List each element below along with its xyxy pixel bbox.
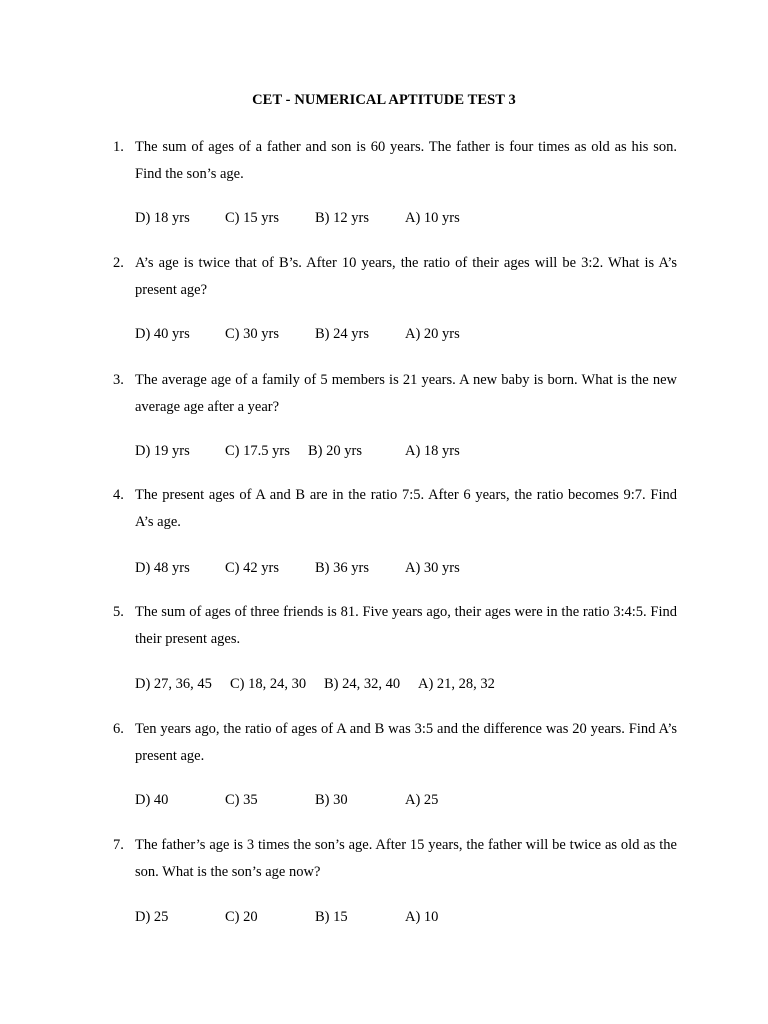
option-d: D) 40 yrs	[135, 326, 190, 342]
question-text: Ten years ago, the ratio of ages of A and B was 3:5 and the difference was 20 years. Find A’s present age.	[135, 721, 677, 764]
option-d: D) 25	[135, 909, 169, 925]
option-d: D) 40	[135, 792, 169, 808]
option-a: A) 10	[405, 909, 439, 925]
page-title: CET - NUMERICAL APTITUDE TEST 3	[252, 92, 516, 108]
question-text: A’s age is twice that of B’s. After 10 years, the ratio of their ages will be 3:2. What is A’s present age?	[135, 255, 677, 298]
answer-options	[0, 674, 768, 694]
option-c: C) 18, 24, 30	[230, 676, 307, 692]
option-c: C) 20	[225, 909, 258, 925]
option-a: A) 20 yrs	[405, 326, 460, 342]
option-c: C) 42 yrs	[225, 560, 279, 576]
option-c: C) 35	[225, 792, 258, 808]
question-number: 5.	[113, 604, 124, 620]
question-text: The sum of ages of three friends is 81. Five years ago, their ages were in the ratio 3:4:5. Find their present ages.	[135, 604, 677, 647]
option-b: B) 30	[315, 792, 348, 808]
option-d: D) 27, 36, 45	[135, 676, 212, 692]
question-number: 6.	[113, 721, 124, 737]
option-b: B) 15	[315, 909, 348, 925]
option-a: A) 18 yrs	[405, 443, 460, 459]
option-c: C) 30 yrs	[225, 326, 279, 342]
option-c: C) 17.5 yrs	[225, 443, 290, 459]
option-c: C) 15 yrs	[225, 210, 279, 226]
answer-options	[0, 558, 768, 578]
option-b: B) 24, 32, 40	[324, 676, 401, 692]
question-number: 4.	[113, 487, 124, 503]
question-number: 1.	[113, 139, 124, 155]
option-a: A) 30 yrs	[405, 560, 460, 576]
option-b: B) 36 yrs	[315, 560, 369, 576]
option-d: D) 19 yrs	[135, 443, 190, 459]
option-b: B) 12 yrs	[315, 210, 369, 226]
question-text: The present ages of A and B are in the ratio 7:5. After 6 years, the ratio becomes 9:7. Find A’s age.	[135, 487, 677, 530]
question-number: 3.	[113, 372, 124, 388]
option-a: A) 21, 28, 32	[418, 676, 495, 692]
answer-options	[0, 208, 768, 228]
option-b: B) 20 yrs	[308, 443, 362, 459]
option-d: D) 18 yrs	[135, 210, 190, 226]
question-text: The sum of ages of a father and son is 60 years. The father is four times as old as his son. Find the son’s age.	[135, 139, 677, 182]
question-number: 2.	[113, 255, 124, 271]
answer-options	[0, 441, 768, 461]
question-number: 7.	[113, 837, 124, 853]
question-text: The average age of a family of 5 members is 21 years. A new baby is born. What is the new average age after a year?	[135, 372, 677, 415]
question-text: The father’s age is 3 times the son’s age. After 15 years, the father will be twice as old as the son. What is the son’s age now?	[135, 837, 677, 880]
answer-options	[0, 324, 768, 344]
option-d: D) 48 yrs	[135, 560, 190, 576]
answer-options	[0, 790, 768, 810]
option-a: A) 10 yrs	[405, 210, 460, 226]
option-a: A) 25	[405, 792, 439, 808]
answer-options	[0, 907, 768, 927]
option-b: B) 24 yrs	[315, 326, 369, 342]
